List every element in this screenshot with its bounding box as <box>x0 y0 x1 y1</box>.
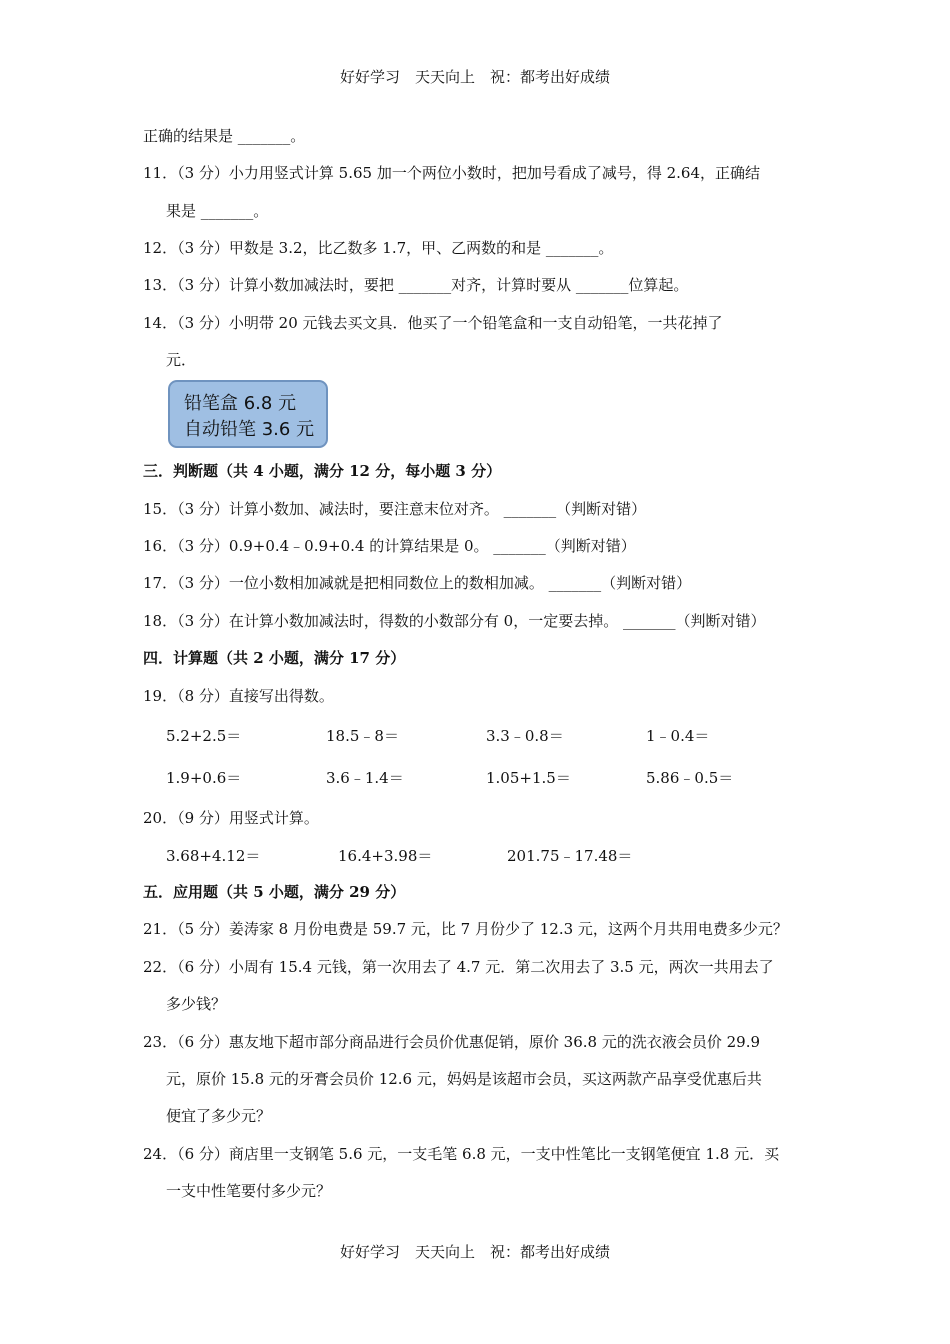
question-11: 11．（3 分）小力用竖式计算 5.65 加一个两位小数时，把加号看成了减号，得 2.64，正确结 <box>143 164 761 182</box>
calc-item: 5.2+2.5＝ <box>166 727 242 745</box>
question-17: 17．（3 分）一位小数相加减就是把相同数位上的数相加减。 _______（判断对错） <box>143 574 692 592</box>
question-22-cont: 多少钱？ <box>166 995 227 1013</box>
page-footer: 好好学习 天天向上 祝：都考出好成绩 <box>339 1243 610 1261</box>
calc-item: 1﹣0.4＝ <box>646 727 710 745</box>
price-mechanical-pencil: 自动铅笔 3.6 元 <box>184 419 315 440</box>
question-14: 14．（3 分）小明带 20 元钱去买文具．他买了一个铅笔盒和一支自动铅笔，一共花掉了 <box>143 314 723 332</box>
question-14-cont: 元． <box>166 351 197 369</box>
question-23-cont: 便宜了多少元？ <box>166 1107 272 1125</box>
question-23: 23．（6 分）惠友地下超市部分商品进行会员价优惠促销，原价 36.8 元的洗衣液会员价 29.9 <box>143 1033 761 1051</box>
question-20: 20．（9 分）用竖式计算。 <box>143 809 319 827</box>
question-24-cont: 一支中性笔要付多少元？ <box>166 1182 332 1200</box>
question-23-cont: 元，原价 15.8 元的牙膏会员价 12.6 元，妈妈是该超市会员，买这两款产品享受优惠后共 <box>166 1070 762 1088</box>
calc-item: 5.86﹣0.5＝ <box>646 769 734 787</box>
question-24: 24．（6 分）商店里一支钢笔 5.6 元，一支毛笔 6.8 元，一支中性笔比一支钢笔便宜 1.8 元．买 <box>143 1145 780 1163</box>
question-13: 13．（3 分）计算小数加减法时，要把 _______对齐，计算时要从 _______位算起。 <box>143 276 689 294</box>
calc-item: 3.3﹣0.8＝ <box>486 727 564 745</box>
section-5-title: 五．应用题（共 5 小题，满分 29 分） <box>143 883 406 901</box>
vertical-calc-item: 201.75﹣17.48＝ <box>507 847 633 865</box>
question-15: 15．（3 分）计算小数加、减法时，要注意末位对齐。 _______（判断对错） <box>143 500 647 518</box>
price-box <box>168 380 328 448</box>
question-21: 21．（5 分）姜涛家 8 月份电费是 59.7 元，比 7 月份少了 12.3 元，这两个月共用电费多少元？ <box>143 920 788 938</box>
question-line: 正确的结果是 _______。 <box>143 127 306 145</box>
question-12: 12．（3 分）甲数是 3.2，比乙数多 1.7，甲、乙两数的和是 _______。 <box>143 239 614 257</box>
question-16: 16．（3 分）0.9+0.4﹣0.9+0.4 的计算结果是 0。 _______（判断对错） <box>143 537 636 555</box>
calc-item: 1.9+0.6＝ <box>166 769 242 787</box>
question-18: 18．（3 分）在计算小数加减法时，得数的小数部分有 0，一定要去掉。 _______（判断对错） <box>143 612 766 630</box>
calc-item: 3.6﹣1.4＝ <box>326 769 404 787</box>
section-3-title: 三．判断题（共 4 小题，满分 12 分，每小题 3 分） <box>143 462 502 480</box>
question-11-cont: 果是 _______。 <box>166 202 269 220</box>
question-19: 19．（8 分）直接写出得数。 <box>143 687 334 705</box>
question-22: 22．（6 分）小周有 15.4 元钱，第一次用去了 4.7 元．第二次用去了 3.5 元，两次一共用去了 <box>143 958 774 976</box>
vertical-calc-item: 16.4+3.98＝ <box>338 847 433 865</box>
calc-item: 1.05+1.5＝ <box>486 769 571 787</box>
price-pencil-case: 铅笔盒 6.8 元 <box>184 393 297 414</box>
page-header: 好好学习 天天向上 祝：都考出好成绩 <box>339 68 610 86</box>
calc-item: 18.5﹣8＝ <box>326 727 399 745</box>
vertical-calc-item: 3.68+4.12＝ <box>166 847 261 865</box>
section-4-title: 四．计算题（共 2 小题，满分 17 分） <box>143 649 406 667</box>
